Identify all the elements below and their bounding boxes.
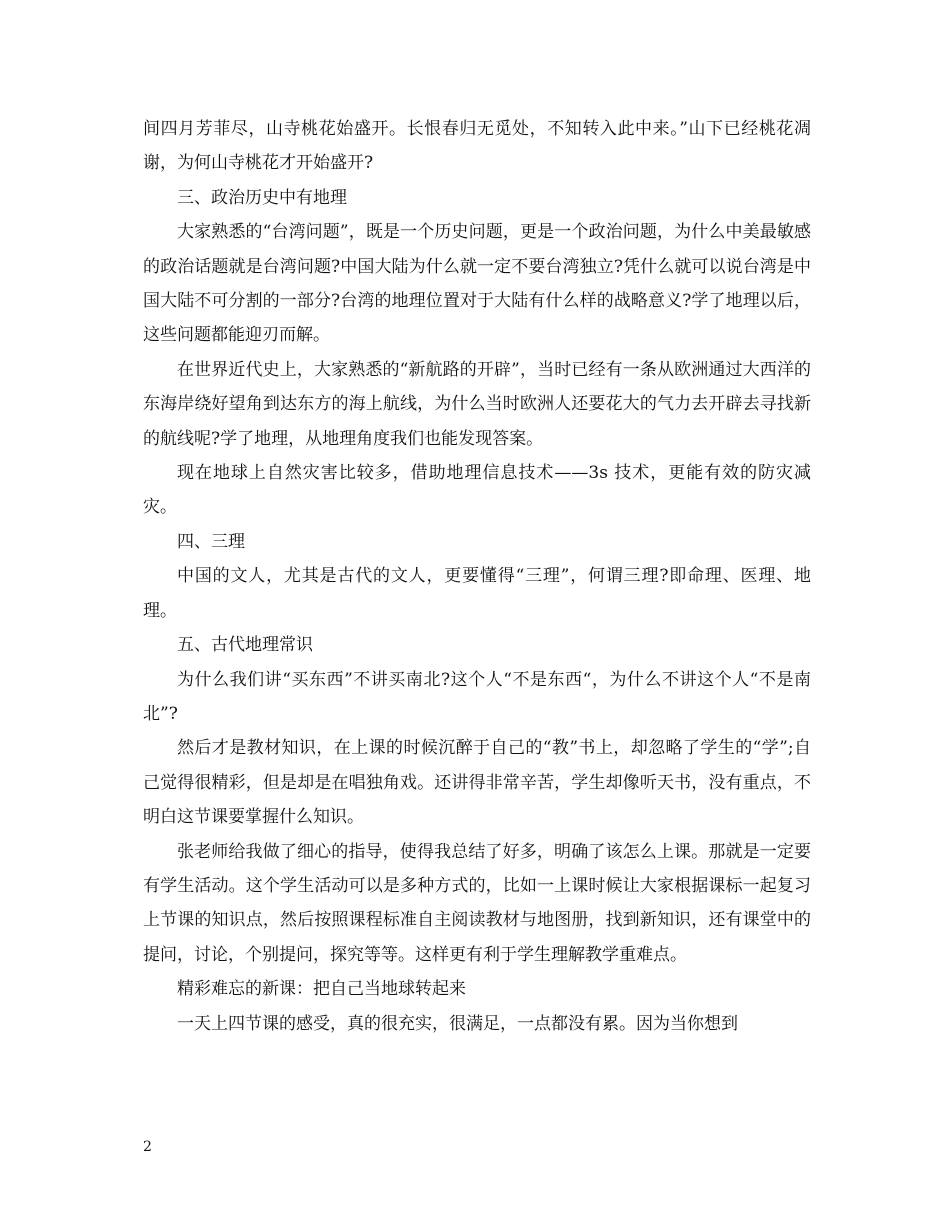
subheading-new-lesson: 精彩难忘的新课：把自己当地球转起来 xyxy=(177,979,466,1000)
paragraph-2: 大家熟悉的“台湾问题”，既是一个历史问题，更是一个政治问题，为什么中美最敏感的政治话题就是台湾问题?中国大陆为什么就一定不要台湾独立?凭什么就可以说台湾是中国大陆不可分割的一部分?台湾的地理位置对于大陆有什么样的战略意义?学了地理以后，这些问题都能迎刃而解。 xyxy=(143,222,811,346)
paragraph-8: 张老师给我做了细心的指导，使得我总结了好多，明确了该怎么上课。那就是一定要有学生活动。这个学生活动可以是多种方式的，比如一上课时候让大家根据课标一起复习上节课的知识点，然后按照课程标准自主阅读教材与地图册，找到新知识，还有课堂中的提问，讨论，个别提问，探究等等。这样更有利于学生理解教学重难点。 xyxy=(143,841,811,965)
section-heading-5: 五、古代地理常识 xyxy=(177,635,313,656)
paragraph-6: 为什么我们讲“买东西”不讲买南北?这个人“不是东西“，为什么不讲这个人“不是南北”? xyxy=(143,669,811,724)
paragraph-9: 一天上四节课的感受，真的很充实，很满足，一点都没有累。因为当你想到 xyxy=(177,1013,738,1034)
paragraph-5: 中国的文人，尤其是古代的文人，更要懂得“三理”，何谓三理?即命理、医理、地理。 xyxy=(143,566,811,621)
page-number: 2 xyxy=(143,1139,152,1155)
document-body xyxy=(143,112,811,1041)
paragraph-1: 间四月芳菲尽，山寺桃花始盛开。长恨春归无觅处，不知转入此中来。”山下已经桃花凋谢，为何山寺桃花才开始盛开? xyxy=(143,119,811,174)
paragraph-7: 然后才是教材知识，在上课的时候沉醉于自己的“教”书上，却忽略了学生的“学”;自己觉得很精彩，但是却是在唱独角戏。还讲得非常辛苦，学生却像听天书，没有重点，不明白这节课要掌握什么知识。 xyxy=(143,738,811,828)
section-heading-3: 三、政治历史中有地理 xyxy=(177,187,347,208)
paragraph-4: 现在地球上自然灾害比较多，借助地理信息技术——3s 技术，更能有效的防灾减灾。 xyxy=(143,463,811,518)
section-heading-4: 四、三理 xyxy=(177,531,245,552)
paragraph-3: 在世界近代史上，大家熟悉的“新航路的开辟”，当时已经有一条从欧洲通过大西洋的东海岸绕好望角到达东方的海上航线，为什么当时欧洲人还要花大的气力去开辟去寻找新的航线呢?学了地理，从地理角度我们也能发现答案。 xyxy=(143,359,811,449)
